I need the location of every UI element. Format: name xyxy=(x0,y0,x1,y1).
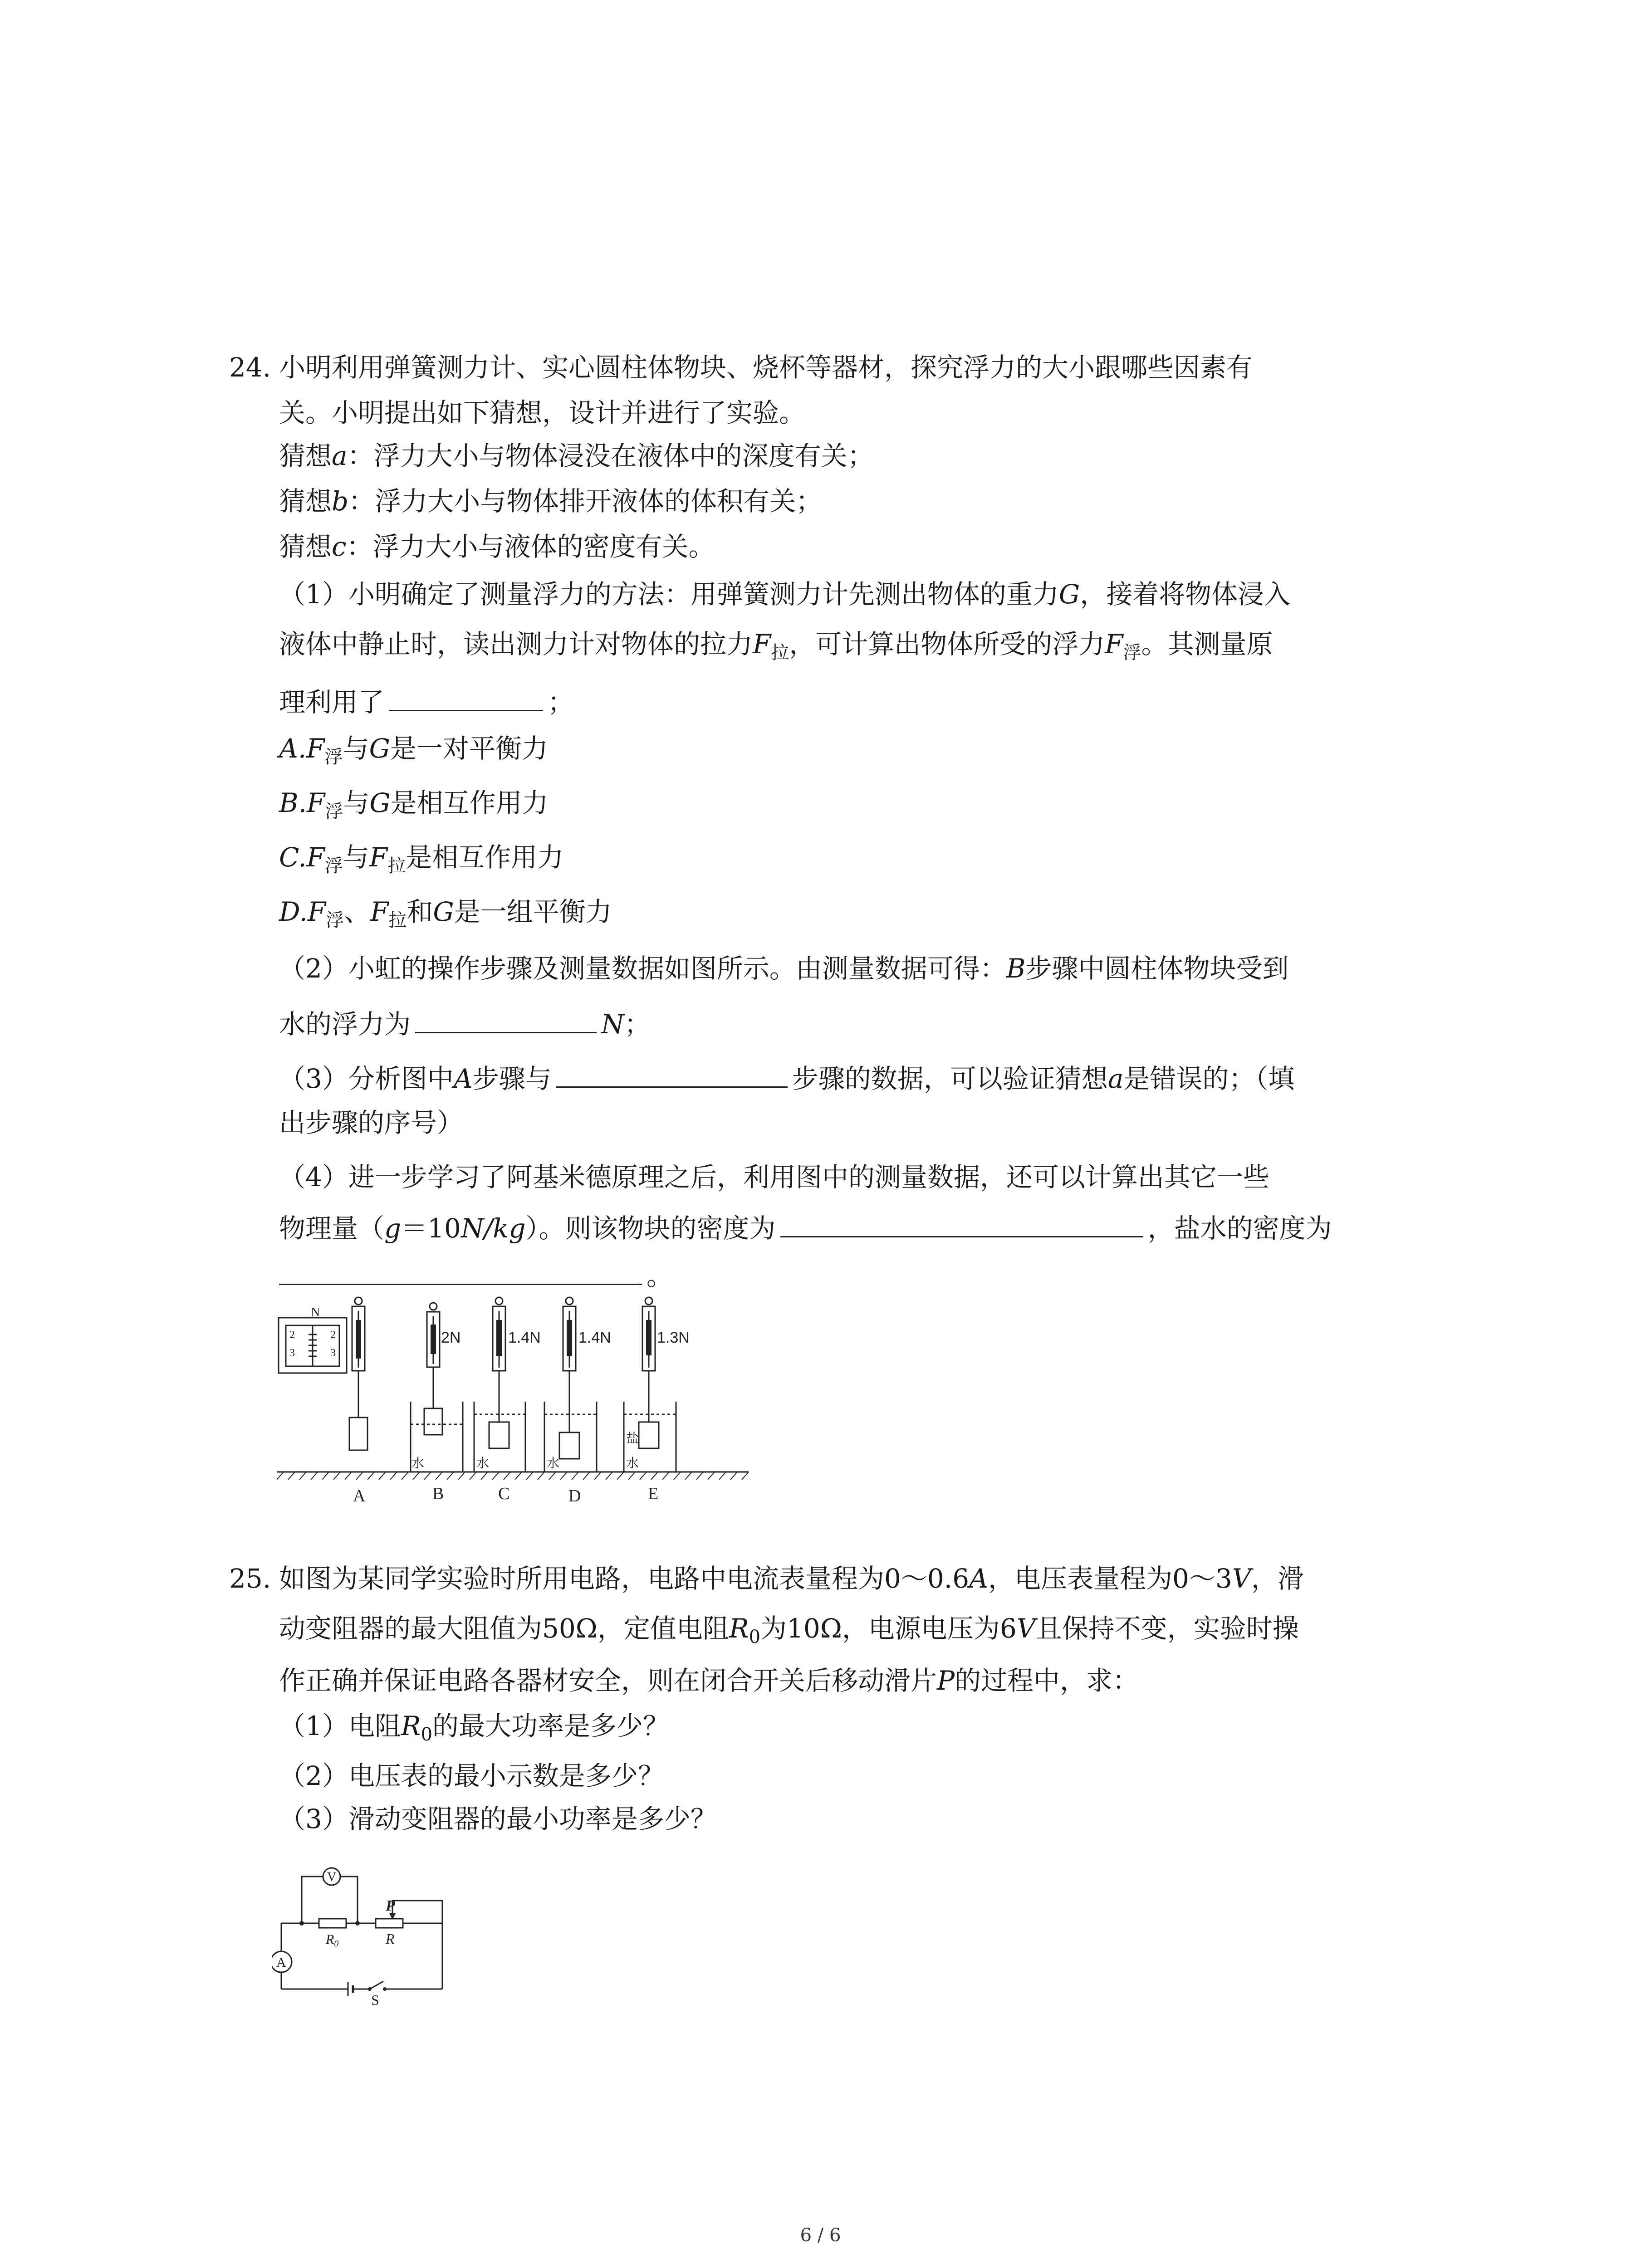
buoyancy-experiment-figure xyxy=(277,1293,758,1506)
block-b xyxy=(424,1408,442,1435)
q24-part4-line1: （4）进一步学习了阿基米德原理之后，利用图中的测量数据，还可以计算出其它一些 xyxy=(279,1162,1269,1193)
step-label-c: C xyxy=(498,1484,510,1503)
reading-e: 1.3N xyxy=(657,1329,690,1346)
block-d xyxy=(559,1432,579,1459)
block-e xyxy=(639,1422,659,1448)
slider-label: P xyxy=(386,1897,395,1914)
q24-guess-b: 猜想b：浮力大小与物体排开液体的体积有关； xyxy=(279,486,823,517)
r0-label: $R_0$ xyxy=(326,1932,339,1949)
reading-b: 2N xyxy=(441,1329,461,1346)
circuit-diagram xyxy=(272,1851,454,2005)
q24-option-d: $D.F_浮$、$F_拉$和G是一组平衡力 xyxy=(279,896,612,931)
scale-tick-left-1: 2 xyxy=(289,1329,295,1341)
q24-number: 24. xyxy=(229,352,271,383)
q24-part3-line1: （3）分析图中A步骤与 步骤的数据，可以验证猜想a是错误的；（填 xyxy=(279,1059,1294,1097)
step-b-apparatus xyxy=(411,1303,463,1472)
q24-part1-line2: 液体中静止时，读出测力计对物体的拉力$F_拉$，可计算出物体所受的浮力$F_浮$。其测量原 xyxy=(279,629,1273,663)
q24-part2-line2: 水的浮力为 N； xyxy=(279,1005,651,1042)
liquid-label-e-bottom: 水 xyxy=(626,1456,639,1471)
scale-unit-label: N xyxy=(311,1305,320,1320)
q24-part3-line2: 出步骤的序号） xyxy=(279,1107,464,1138)
reading-c: 1.4N xyxy=(508,1329,541,1346)
q24-intro-line2: 关。小明提出如下猜想，设计并进行了实验。 xyxy=(279,397,806,428)
resistor-r0 xyxy=(319,1919,346,1928)
liquid-label-c: 水 xyxy=(476,1456,490,1471)
q25-line3: 作正确并保证电路各器材安全，则在闭合开关后移动滑片P的过程中，求： xyxy=(279,1665,1139,1696)
q24-guess-a: 猜想a：浮力大小与物体浸没在液体中的深度有关； xyxy=(279,440,874,471)
wire-slider xyxy=(392,1901,442,1923)
answer-blank-3[interactable] xyxy=(556,1059,788,1088)
q25-number: 25. xyxy=(229,1563,271,1594)
q25-sub3: （3）滑动变阻器的最小功率是多少？ xyxy=(279,1804,717,1834)
r-label: R xyxy=(386,1931,395,1947)
q25-line2: 动变阻器的最大阻值为50Ω，定值电阻$R_0$为10Ω，电源电压为6V且保持不变，实验时操 xyxy=(279,1613,1299,1647)
answer-blank-5[interactable] xyxy=(279,1256,642,1285)
q24-part4-line3: 。 xyxy=(279,1256,673,1294)
q25-sub1: （1）电阻$R_0$的最大功率是多少？ xyxy=(279,1711,670,1745)
rheostat-r xyxy=(376,1919,403,1928)
q24-option-a: $A.F_浮$与G是一对平衡力 xyxy=(279,733,548,767)
scale-tick-right-1: 2 xyxy=(330,1329,336,1341)
q25-sub2: （2）电压表的最小示数是多少？ xyxy=(279,1760,664,1791)
block-c xyxy=(489,1422,509,1448)
scale-tick-right-2: 3 xyxy=(330,1347,336,1359)
ammeter-label: A xyxy=(276,1955,286,1970)
voltmeter-label: V xyxy=(327,1870,337,1884)
liquid-label-b: 水 xyxy=(411,1456,425,1471)
wire-voltmeter-right xyxy=(340,1877,358,1923)
q24-option-c: $C.F_浮$与$F_拉$是相互作用力 xyxy=(279,842,564,876)
liquid-label-e-top: 盐 xyxy=(626,1431,639,1446)
q24-option-b: $B.F_浮$与G是相互作用力 xyxy=(279,787,549,822)
step-label-b: B xyxy=(432,1484,444,1503)
q25-line1: 如图为某同学实验时所用电路，电路中电流表量程为0～0.6A，电压表量程为0～3V，滑 xyxy=(279,1563,1304,1594)
step-label-e: E xyxy=(648,1484,659,1503)
q24-guess-c: 猜想c：浮力大小与液体的密度有关。 xyxy=(279,531,715,562)
reading-d: 1.4N xyxy=(578,1329,611,1346)
page-number: 6 / 6 xyxy=(800,2225,841,2246)
wire-voltmeter-left xyxy=(302,1877,323,1923)
step-label-a: A xyxy=(353,1486,366,1505)
switch-blade xyxy=(370,1981,383,1989)
answer-blank-4[interactable] xyxy=(780,1209,1143,1237)
scale-tick-left-2: 3 xyxy=(289,1347,295,1359)
q24-part2-line1: （2）小虹的操作步骤及测量数据如图所示。由测量数据可得：B步骤中圆柱体物块受到 xyxy=(279,953,1289,984)
q24-intro-line1: 小明利用弹簧测力计、实心圆柱体物块、烧杯等器材，探究浮力的大小跟哪些因素有 xyxy=(279,352,1253,383)
q24-part4-line2: 物理量（g＝10N/kg）。则该物块的密度为 ，盐水的密度为 xyxy=(279,1209,1332,1246)
answer-blank-1[interactable] xyxy=(389,683,543,711)
q24-part1-line1: （1）小明确定了测量浮力的方法：用弹簧测力计先测出物体的重力G，接着将物体浸入 xyxy=(279,579,1291,610)
q24-part1-line3: 理利用了 ； xyxy=(279,683,574,720)
ground-hatching xyxy=(277,1472,749,1480)
liquid-label-d: 水 xyxy=(547,1456,560,1471)
block-a xyxy=(349,1418,367,1450)
answer-blank-2[interactable] xyxy=(415,1005,597,1033)
switch-label: S xyxy=(371,1992,379,2005)
step-label-d: D xyxy=(568,1486,581,1505)
